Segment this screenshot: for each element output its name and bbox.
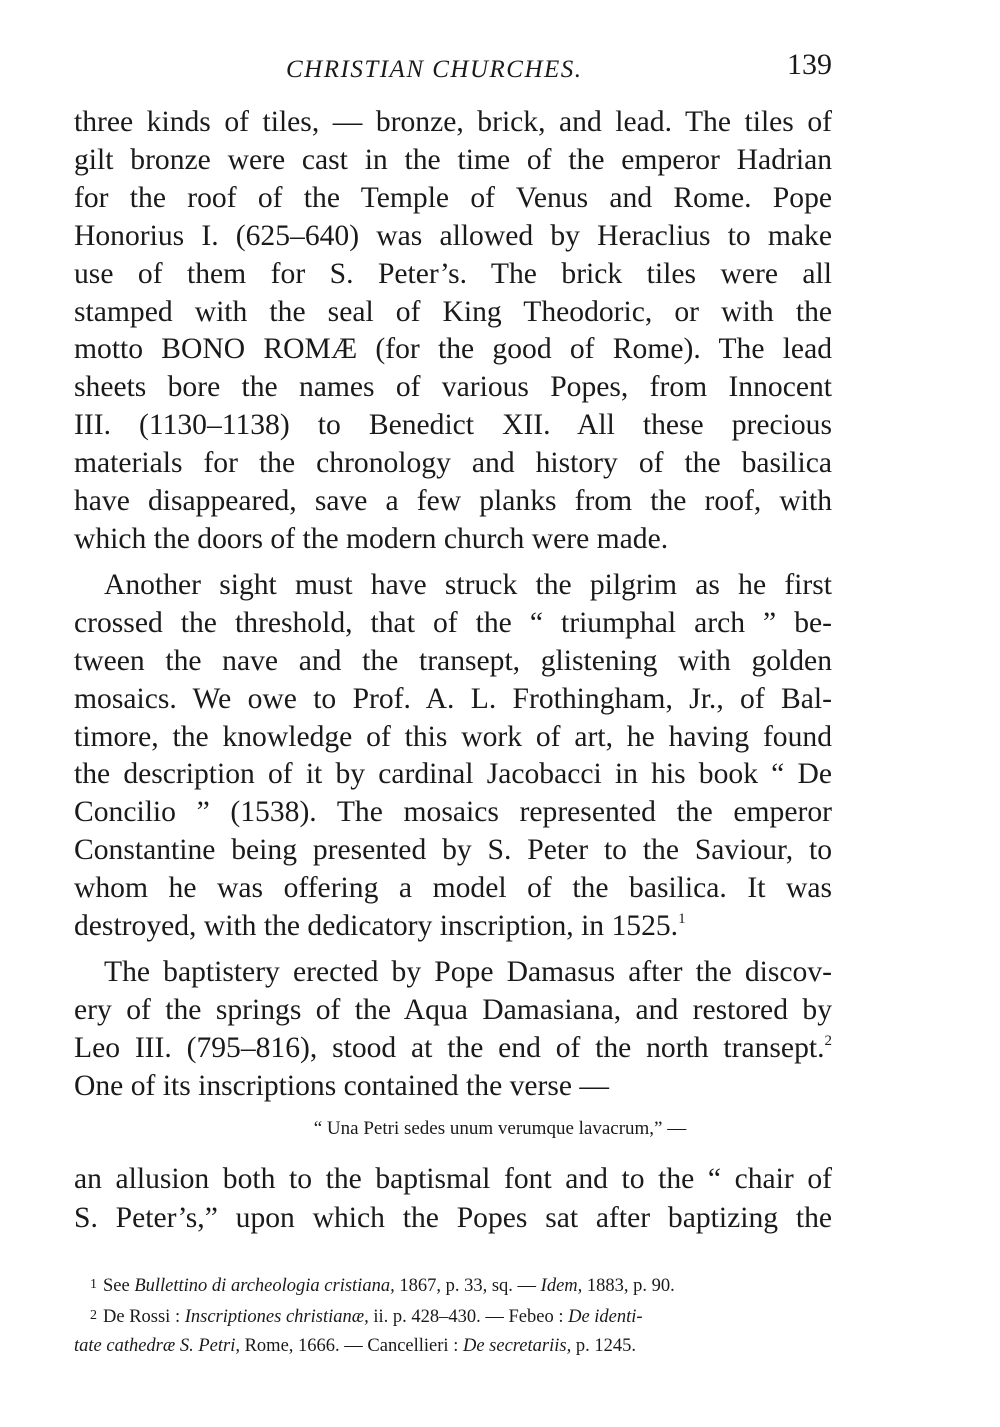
main-text [74, 104, 832, 1114]
paragraph-3 [74, 954, 832, 1106]
footnote-text: See [103, 1276, 135, 1296]
page-number: 139 [787, 48, 832, 81]
text-line: Honorius I. (625–640) was allowed by Heraclius to make [74, 219, 832, 252]
footnote-title: De secretariis, [462, 1336, 572, 1356]
text-line: Constantine being presented by S. Peter to the Saviour, to [74, 834, 832, 867]
footnote-title: Bullettino di archeologia cristiana, [134, 1276, 395, 1296]
running-head [74, 48, 832, 88]
footnote-title: tate cathedræ S. Petri, [74, 1336, 240, 1356]
footnote-title: De identi- [568, 1307, 643, 1327]
footnote-title: Inscriptiones christianæ, [184, 1307, 369, 1327]
running-title: CHRISTIAN CHURCHES. [286, 56, 583, 83]
footnote-mark: 1 [90, 1277, 97, 1292]
footnote-2-continued [74, 1332, 834, 1361]
text-line: the description of it by cardinal Jacobacci in his book “ De [74, 758, 832, 791]
text-line: tween the nave and the transept, glistening with golden [74, 644, 832, 677]
footnote-text: 1867, p. 33, sq. — [394, 1276, 541, 1296]
paragraph-2 [74, 567, 832, 946]
text-line: for the roof of the Temple of Venus and Rome. Pope [74, 181, 832, 214]
text-line: crossed the threshold, that of the “ triumphal arch ” be- [74, 606, 832, 639]
text-line: use of them for S. Peter’s. The brick tiles were all [74, 257, 832, 290]
footnote-ref: 2 [824, 1032, 832, 1049]
paragraph-1 [74, 104, 832, 559]
text-line: materials for the chronology and history of the basilica [74, 447, 832, 480]
footnote-text: De Rossi : [103, 1307, 185, 1327]
text-line [74, 908, 832, 946]
text-line: Concilio ” (1538). The mosaics represented the emperor [74, 796, 832, 829]
footnote-mark: 2 [90, 1308, 97, 1323]
footnote-text: 1883, p. 90. [582, 1276, 675, 1296]
footnote-2 [74, 1301, 834, 1332]
footnote-text: ii. p. 428–430. — Febeo : [368, 1307, 569, 1327]
text-line: have disappeared, save a few planks from the roof, with [74, 485, 832, 518]
text-line: stamped with the seal of King Theodoric, or with the [74, 295, 832, 328]
text-line-content: destroyed, with the dedicatory inscription, in 1525. [74, 910, 679, 943]
text-line: gilt bronze were cast in the time of the emperor Hadrian [74, 143, 832, 176]
text-line: The baptistery erected by Pope Damasus after the discov- [104, 955, 832, 988]
text-line: S. Peter’s,” upon which the Popes sat after baptizing the [74, 1202, 832, 1234]
footnote-text: Rome, 1666. — Cancellieri : [239, 1336, 463, 1356]
footnotes [74, 1270, 834, 1361]
text-line: Another sight must have struck the pilgrim as he first [104, 568, 832, 601]
footnote-1 [74, 1270, 834, 1301]
text-line: an allusion both to the baptismal font and to the “ chair of [74, 1163, 832, 1195]
text-line: timore, the knowledge of this work of art, he having found [74, 720, 832, 753]
text-line: sheets bore the names of various Popes, from Innocent [74, 371, 832, 404]
text-line: III. (1130–1138) to Benedict XII. All these precious [74, 409, 832, 442]
text-line [74, 1030, 832, 1068]
text-line-content: Leo III. (795–816), stood at the end of the north transept. [74, 1031, 825, 1064]
text-line: whom he was offering a model of the basilica. It was [74, 872, 832, 905]
text-line: which the doors of the modern church were made. [74, 522, 669, 555]
text-line: ery of the springs of the Aqua Damasiana, and restored by [74, 993, 832, 1026]
text-line: One of its inscriptions contained the verse — [74, 1069, 610, 1102]
main-text-continued [74, 1160, 832, 1238]
text-line: mosaics. We owe to Prof. A. L. Frothingham, Jr., of Bal- [74, 682, 832, 715]
footnote-ref: 1 [678, 911, 686, 928]
text-line: three kinds of tiles, — bronze, brick, and lead. The tiles of [74, 106, 832, 138]
footnote-text: p. 1245. [571, 1336, 636, 1356]
text-line: motto BONO ROMÆ (for the good of Rome). The lead [74, 333, 832, 366]
quoted-verse: “ Una Petri sedes unum verumque lavacrum,” — [313, 1118, 687, 1139]
footnote-title: Idem, [540, 1276, 583, 1296]
